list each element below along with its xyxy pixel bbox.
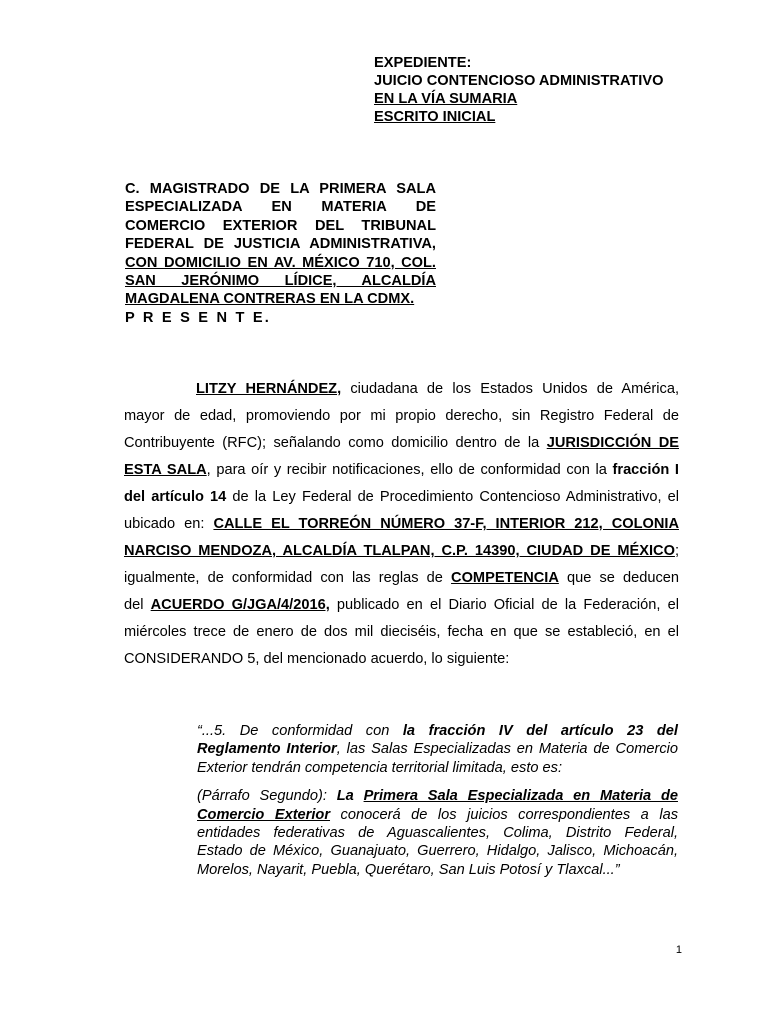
header-expediente: EXPEDIENTE: — [374, 55, 472, 71]
text-run: Reglamento Interior — [197, 741, 337, 758]
paragraph-line — [124, 457, 679, 484]
text-run: del — [124, 597, 151, 613]
paragraph-line — [124, 592, 679, 619]
paragraph-line — [124, 511, 679, 538]
text-run: Comercio Exterior — [197, 806, 331, 823]
text-run: “...5. De conformidad con — [197, 723, 403, 739]
addressee-line7: MAGDALENA CONTRERAS EN LA CDMX. — [125, 291, 415, 308]
text-run: ubicado en: — [124, 516, 214, 532]
text-run: (Párrafo Segundo): — [197, 788, 337, 805]
paragraph-line: miércoles trece de enero de dos mil dieciséis, fecha en que se estableció, en el — [124, 624, 679, 640]
paragraph-line — [124, 430, 679, 457]
quote-line — [197, 740, 678, 758]
case-header — [374, 54, 694, 126]
text-run: que se deducen — [558, 570, 680, 586]
quote-line — [197, 722, 678, 740]
text-run: de la Ley Federal de Procedimiento Contencioso Administrativo, el — [226, 489, 679, 505]
page-number: 1 — [675, 944, 682, 956]
quote-line: Exterior tendrán competencia territorial limitada, esto es: — [197, 759, 563, 776]
quote-line: entidades federativas de Aguascalientes, Colima, Distrito Federal, — [197, 824, 678, 841]
text-run: Contribuyente (RFC); señalando como domicilio dentro de la — [124, 435, 547, 451]
addressee-line: CON DOMICILIO EN AV. MÉXICO 710, COL. — [125, 254, 436, 271]
addressee-line: FEDERAL DE JUSTICIA ADMINISTRATIVA, — [125, 236, 436, 253]
text-run: ACUERDO G/JGA/4/2016, — [150, 597, 330, 613]
addressee-block — [125, 180, 436, 327]
main-paragraph — [124, 376, 679, 673]
text-run: ; — [674, 543, 679, 559]
paragraph-line — [124, 484, 679, 511]
presente: P R E S E N T E — [125, 309, 265, 326]
addressee-line-last — [125, 290, 436, 308]
header-escrito: ESCRITO INICIAL — [374, 109, 496, 125]
addressee-line: SAN JERÓNIMO LÍDICE, ALCALDÍA — [125, 272, 436, 289]
text-run: COMPETENCIA — [451, 570, 559, 586]
text-run: conocerá de los juicios correspondientes a las — [330, 806, 678, 823]
text-run: JURISDICCIÓN DE — [546, 435, 679, 451]
paragraph-line — [124, 565, 679, 592]
text-run: La — [336, 788, 364, 805]
addressee-line: ESPECIALIZADA EN MATERIA DE — [125, 199, 436, 216]
text-run: , para oír y recibir notificaciones, ello de conformidad con la — [206, 462, 613, 478]
paragraph-line — [124, 538, 679, 565]
addressee-line: COMERCIO EXTERIOR DEL TRIBUNAL — [125, 217, 436, 234]
text-run: , las Salas Especializadas en Materia de Comercio — [336, 741, 678, 758]
paragraph-line: CONSIDERANDO 5, del mencionado acuerdo, lo siguiente: — [124, 651, 510, 667]
paragraph-line: mayor de edad, promoviendo por mi propio derecho, sin Registro Federal de — [124, 408, 679, 424]
text-run: ciudadana de los Estados Unidos de América, — [341, 381, 679, 397]
quote-gap — [197, 777, 678, 787]
text-run: del artículo 14 — [124, 489, 227, 505]
quote-line: Morelos, Nayarit, Puebla, Querétaro, San Luis Potosí y Tlaxcal...” — [197, 861, 620, 878]
quote-line — [197, 806, 678, 824]
text-run: fracción I — [612, 462, 679, 478]
header-juicio: JUICIO CONTENCIOSO ADMINISTRATIVO — [374, 73, 664, 89]
text-run: ESTA SALA — [124, 462, 207, 478]
presente-line — [125, 309, 436, 327]
petitioner-name: LITZY HERNÁNDEZ, — [196, 381, 342, 397]
text-run: igualmente, de conformidad con las reglas de — [124, 570, 452, 586]
quote-line: Estado de México, Guanajuato, Guerrero, Hidalgo, Jalisco, Michoacán, — [197, 843, 678, 860]
quoted-block — [197, 722, 678, 879]
address-text: CALLE EL TORREÓN NÚMERO 37-F, INTERIOR 212, COLONIA — [213, 516, 679, 532]
presente-dot: . — [264, 309, 269, 326]
header-via: EN LA VÍA SUMARIA — [374, 91, 518, 107]
address-text: NARCISO MENDOZA, ALCALDÍA TLALPAN, C.P. 14390, CIUDAD DE MÉXICO — [124, 543, 675, 559]
quote-line — [197, 787, 678, 805]
addressee-line: C. MAGISTRADO DE LA PRIMERA SALA — [125, 181, 436, 197]
text-run: la fracción IV del artículo 23 del — [402, 723, 678, 739]
text-run: publicado en el Diario Oficial de la Federación, el — [329, 597, 679, 613]
paragraph-line — [124, 376, 679, 403]
text-run: Primera Sala Especializada en Materia de — [363, 788, 678, 805]
